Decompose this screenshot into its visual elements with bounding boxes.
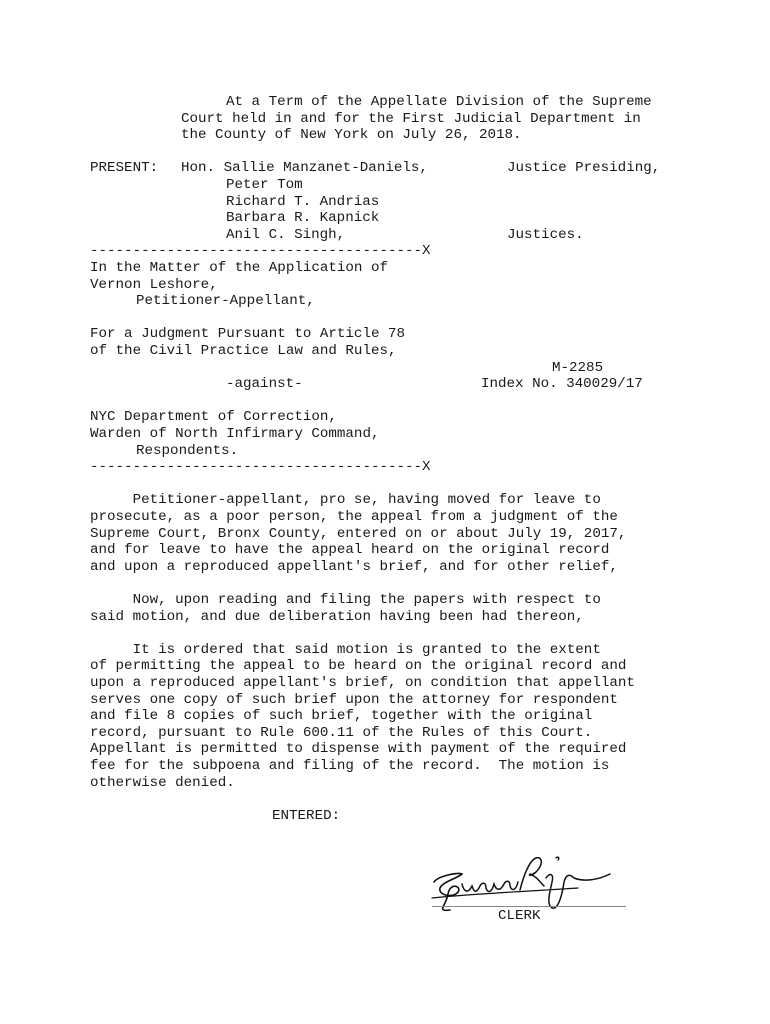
judge-presiding: Hon. Sallie Manzanet-Daniels, <box>181 160 428 177</box>
presiding-role: Justice Presiding, <box>507 160 661 177</box>
para1-line-1: Petitioner-appellant, pro se, having moved for leave to <box>90 492 601 509</box>
para3-line-4: serves one copy of such brief upon the attorney for respondent <box>90 691 618 708</box>
para3-line-8: fee for the subpoena and filing of the record. The motion is <box>90 758 610 774</box>
matter-line-1: In the Matter of the Application of <box>90 260 388 276</box>
header-line-2: Court held in and for the First Judicial Department in <box>181 110 641 127</box>
judge-5: Anil C. Singh, <box>226 226 346 243</box>
respondent-line-2: Warden of North Infirmary Command, <box>90 426 380 442</box>
judgment-line-1: For a Judgment Pursuant to Article 78 <box>90 326 406 343</box>
para3-line-9: otherwise denied. <box>90 774 235 791</box>
respondents-label: Respondents. <box>136 442 239 459</box>
header-line-3: the County of New York on July 26, 2018. <box>181 127 522 144</box>
index-number: Index No. 340029/17 <box>481 376 643 393</box>
judge-4: Barbara R. Kapnick <box>226 210 380 227</box>
para3-line-2: of permitting the appeal to be heard on the original record and <box>90 658 627 675</box>
judge-3: Richard T. Andrias <box>226 193 380 210</box>
para3-line-6: record, pursuant to Rule 600.11 of the Rules of this Court. <box>90 724 593 741</box>
entered-label: ENTERED: <box>272 807 341 824</box>
para3-line-1: It is ordered that said motion is granted to the extent <box>90 641 601 658</box>
judgment-line-2: of the Civil Practice Law and Rules, <box>90 343 397 359</box>
para3-line-5: and file 8 copies of such brief, together with the original <box>90 708 593 725</box>
present-label: PRESENT: <box>90 160 159 177</box>
petitioner-label: Petitioner-Appellant, <box>136 293 315 310</box>
matter-line-2: Vernon Leshore, <box>90 276 218 293</box>
header-line-1: At a Term of the Appellate Division of the Supreme <box>226 94 652 110</box>
respondent-line-1: NYC Department of Correction, <box>90 409 337 426</box>
caption-rule-bottom: ---------------------------------------X <box>90 459 431 476</box>
against-label: -against- <box>226 376 303 393</box>
judge-2: Peter Tom <box>226 177 303 193</box>
para3-line-3: upon a reproduced appellant's brief, on condition that appellant <box>90 675 635 691</box>
para2-line-1: Now, upon reading and filing the papers with respect to <box>90 592 601 608</box>
para1-line-2: prosecute, as a poor person, the appeal from a judgment of the <box>90 509 618 525</box>
justices-role: Justices. <box>507 226 584 243</box>
para2-line-2: said motion, and due deliberation having been had thereon, <box>90 608 584 625</box>
para1-line-4: and for leave to have the appeal heard on the original record <box>90 542 610 559</box>
para3-line-7: Appellant is permitted to dispense with payment of the required <box>90 741 627 758</box>
para1-line-5: and upon a reproduced appellant's brief, and for other relief, <box>90 558 618 575</box>
caption-rule-top: ---------------------------------------X <box>90 243 431 260</box>
motion-number: M-2285 <box>552 359 604 376</box>
clerk-label: CLERK <box>498 908 541 924</box>
signature-line <box>432 906 626 907</box>
para1-line-3: Supreme Court, Bronx County, entered on or about July 19, 2017, <box>90 525 627 542</box>
